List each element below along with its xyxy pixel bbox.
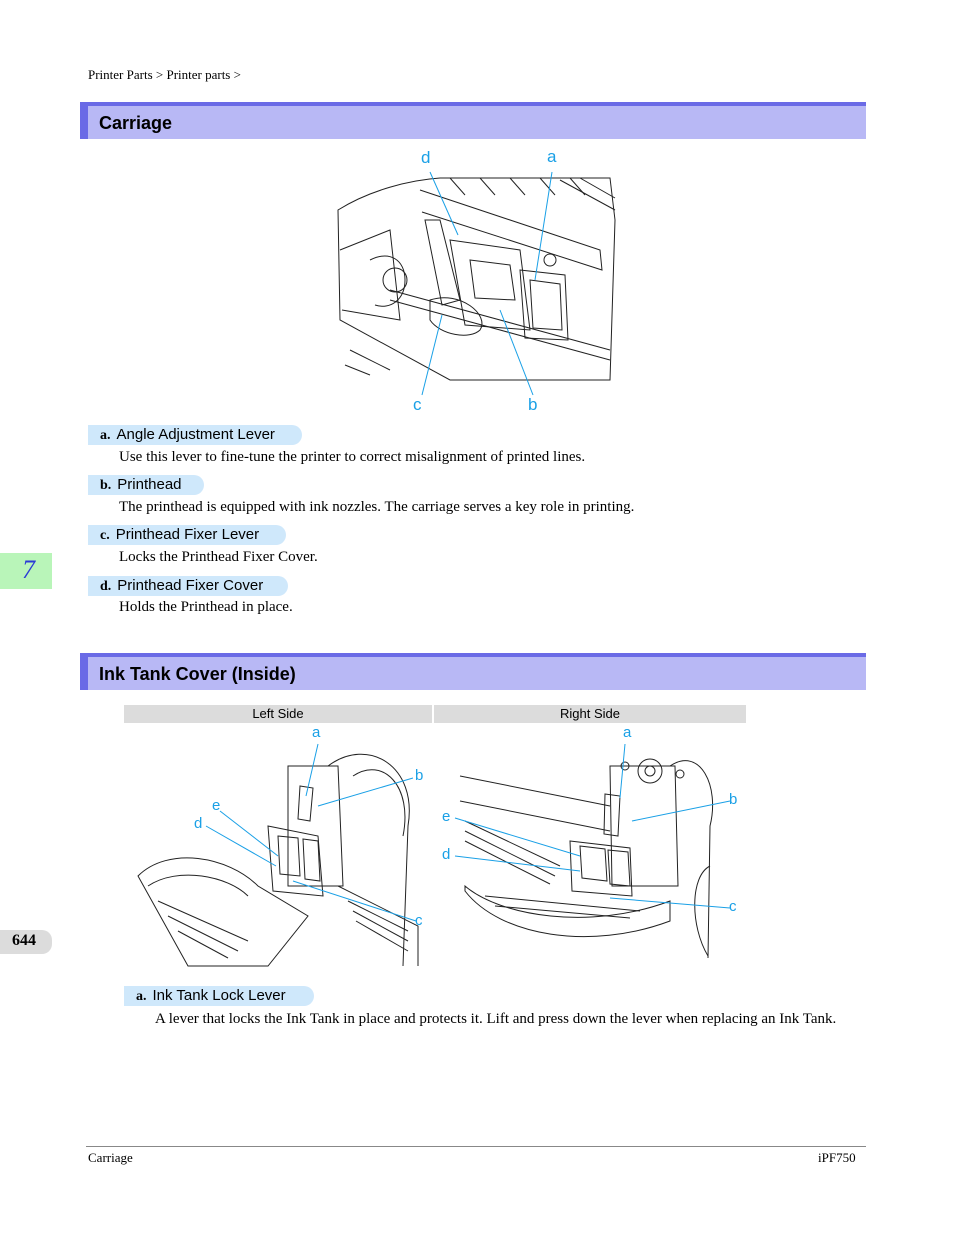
term-label: Angle Adjustment Lever — [116, 426, 275, 443]
term-ink-tank-lock-lever — [124, 986, 314, 1006]
section-header-carriage — [80, 102, 866, 139]
callout-b: b — [528, 395, 538, 414]
page-number: 644 — [12, 932, 36, 949]
breadcrumb: Printer Parts > Printer parts > — [88, 67, 241, 82]
callout-b: b — [415, 767, 424, 784]
term-description: Holds the Printhead in place. — [119, 599, 293, 615]
ink-tank-left-illustration — [128, 726, 428, 971]
term-printhead — [88, 475, 204, 495]
term-label: Printhead — [117, 476, 182, 493]
term-letter: d. — [100, 579, 112, 594]
callout-d: d — [442, 846, 451, 863]
callout-b: b — [729, 791, 738, 808]
term-letter: c. — [100, 528, 110, 543]
column-header-right-side: Right Side — [434, 705, 746, 723]
section-title: Carriage — [99, 113, 173, 133]
section-title: Ink Tank Cover (Inside) — [99, 664, 296, 684]
callout-c: c — [415, 912, 423, 929]
term-printhead-fixer-cover — [88, 576, 288, 596]
callout-a: a — [547, 147, 557, 166]
footer-model-name: iPF750 — [818, 1150, 856, 1165]
term-description: Use this lever to fine-tune the printer to correct misalignment of printed lines. — [119, 449, 586, 465]
ink-tank-right-illustration — [440, 726, 740, 961]
callout-e: e — [442, 808, 451, 825]
term-letter: a. — [100, 428, 111, 443]
callout-d: d — [421, 148, 431, 167]
callout-a: a — [312, 724, 321, 741]
term-label: Ink Tank Lock Lever — [152, 987, 286, 1004]
callout-a: a — [623, 724, 632, 741]
callout-c: c — [729, 898, 737, 915]
term-angle-adjustment-lever — [88, 425, 302, 445]
column-header-left-side: Left Side — [124, 705, 432, 723]
chapter-number: 7 — [22, 555, 35, 584]
term-letter: b. — [100, 478, 112, 493]
term-description: Locks the Printhead Fixer Cover. — [119, 549, 318, 565]
callout-c: c — [413, 395, 422, 414]
footer-section-name: Carriage — [88, 1150, 133, 1165]
term-label: Printhead Fixer Cover — [117, 577, 264, 594]
term-description: A lever that locks the Ink Tank in place and protects it. Lift and press down the lever when replacing an Ink Tank. — [155, 1011, 837, 1027]
carriage-illustration — [330, 150, 630, 415]
term-label: Printhead Fixer Lever — [115, 526, 260, 543]
term-description: The printhead is equipped with ink nozzles. The carriage serves a key role in printing. — [119, 499, 635, 515]
footer-divider — [86, 1146, 866, 1147]
chapter-tab — [0, 553, 52, 589]
section-header-ink-tank-cover — [80, 653, 866, 690]
callout-d: d — [194, 815, 203, 832]
callout-e: e — [212, 797, 221, 814]
term-letter: a. — [136, 989, 147, 1004]
page-number-tab — [0, 930, 52, 954]
term-printhead-fixer-lever — [88, 525, 286, 545]
